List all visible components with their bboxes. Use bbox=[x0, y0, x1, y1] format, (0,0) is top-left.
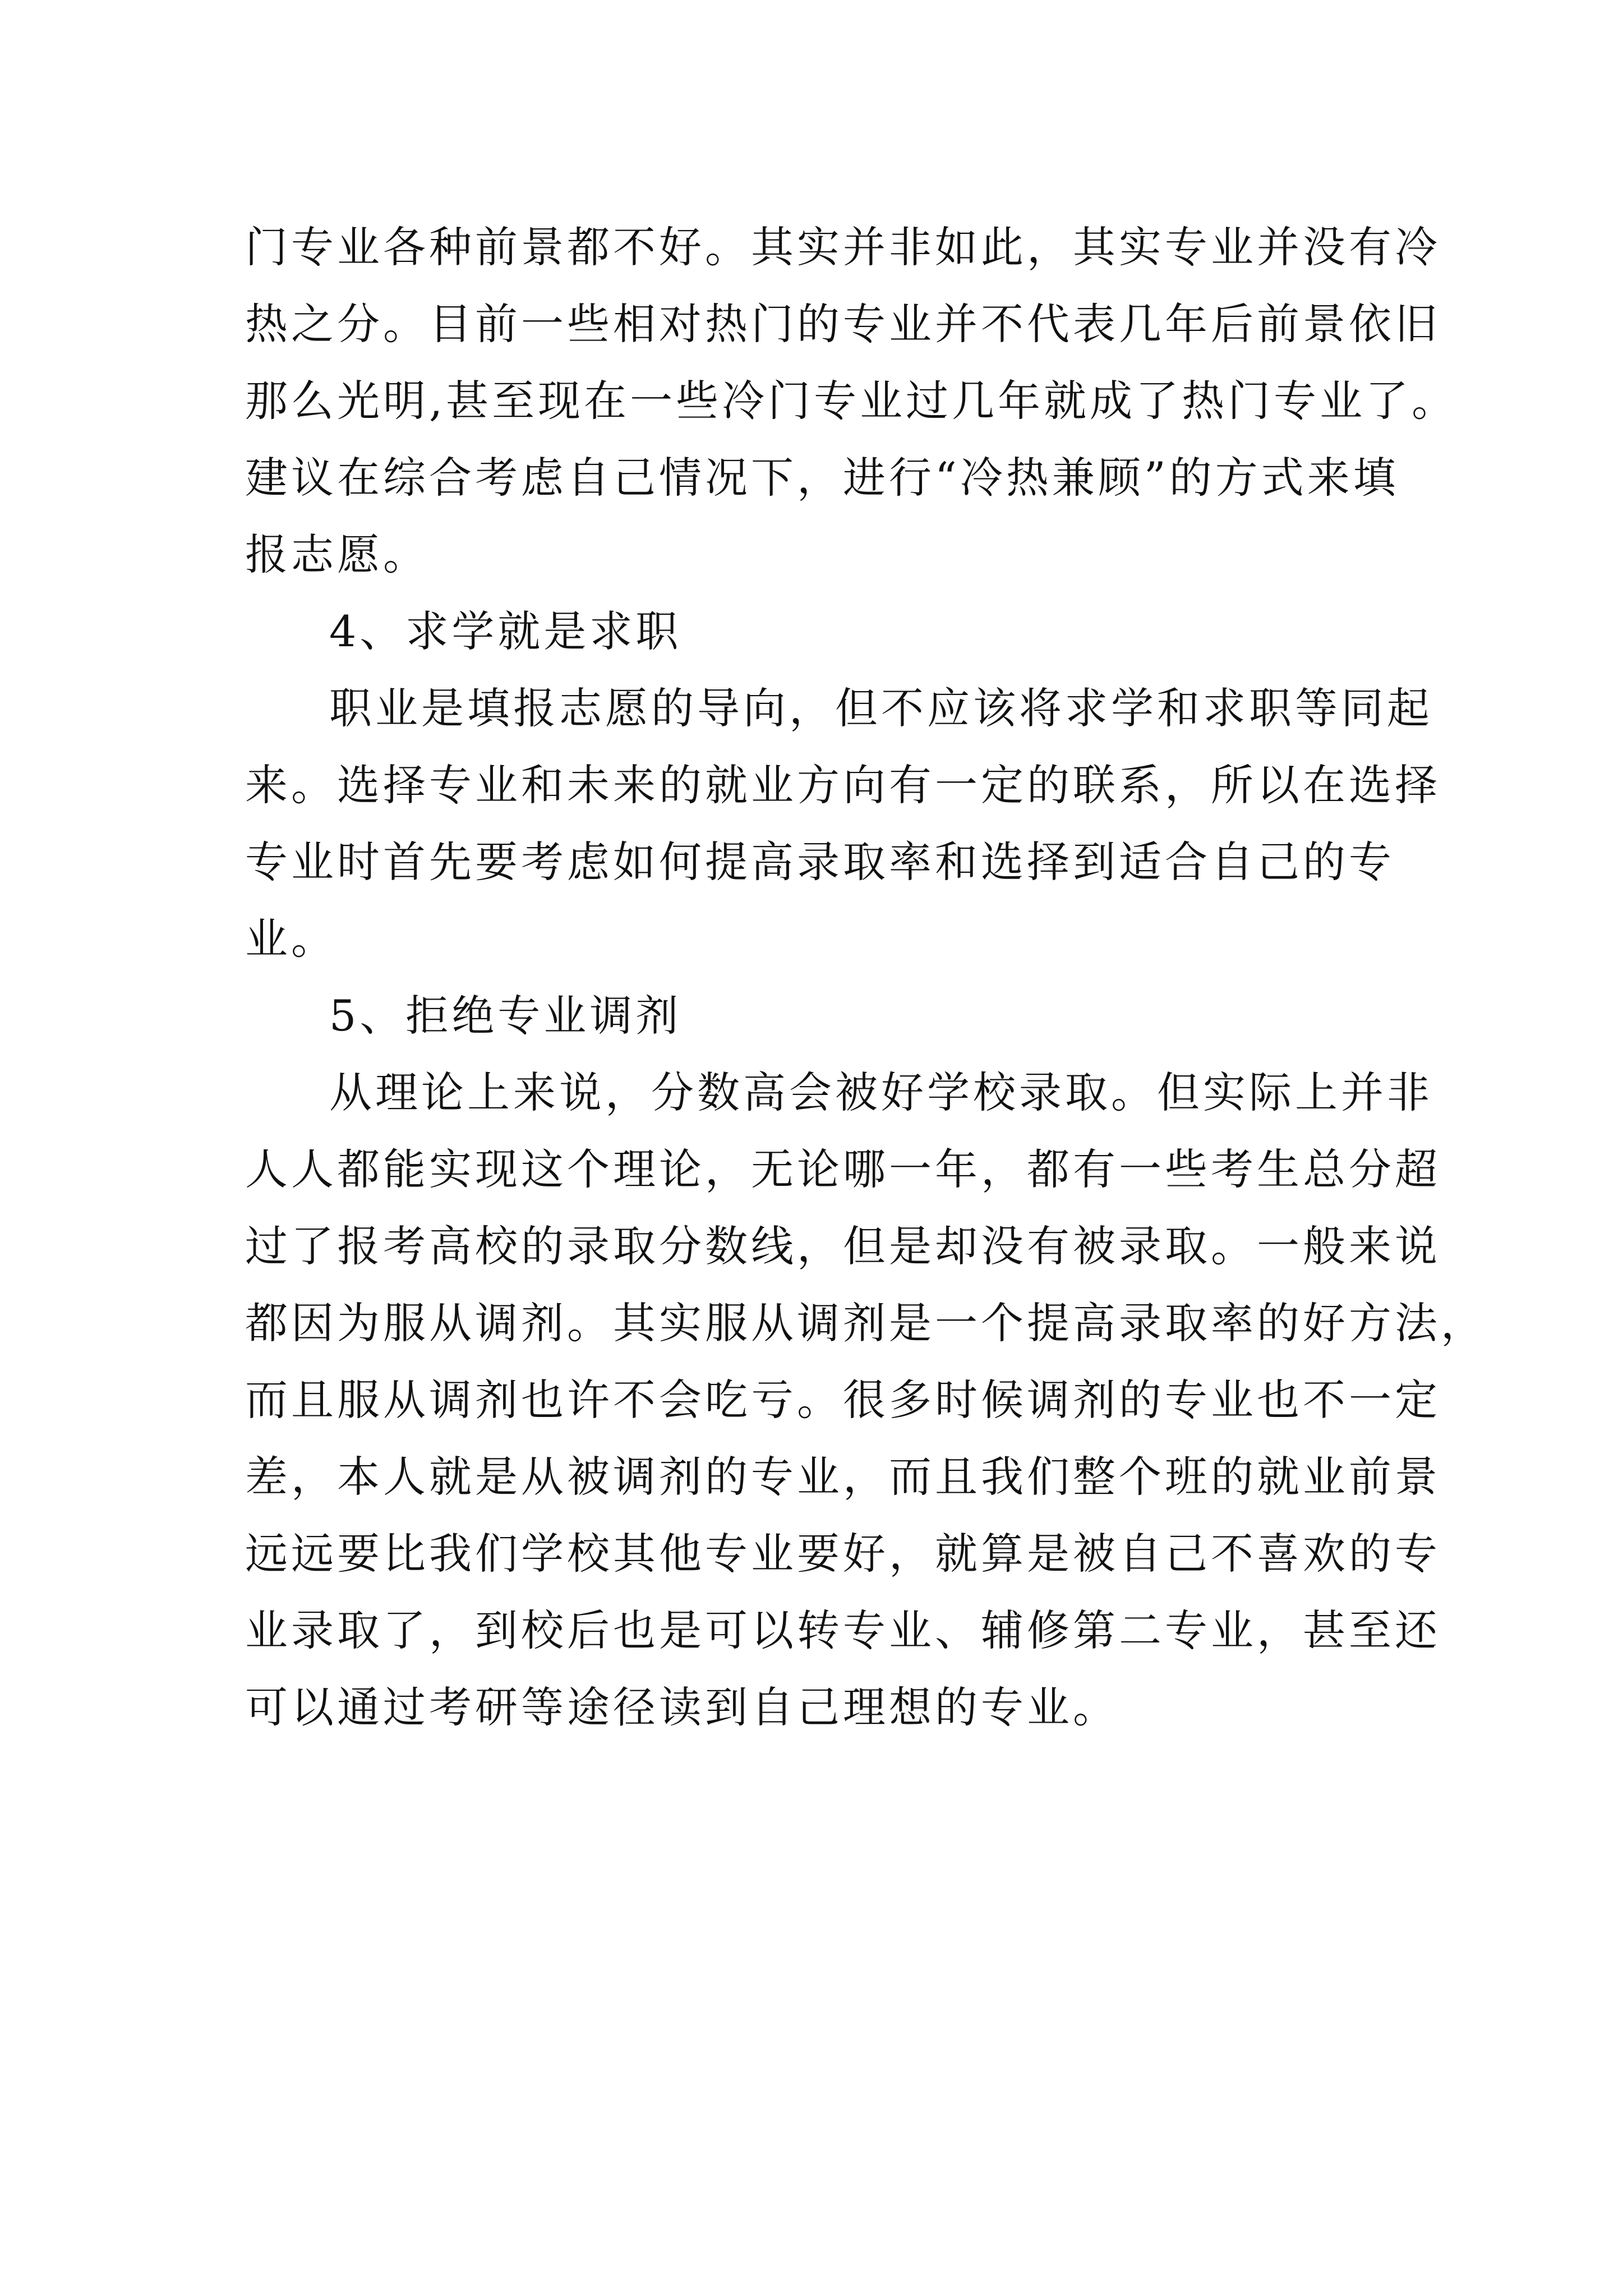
section-heading: 4、求学就是求职 bbox=[329, 606, 682, 656]
text-line: 过了报考高校的录取分数线，但是却没有被录取。一般来说 bbox=[245, 1221, 1441, 1271]
text-line: 那么光明,甚至现在一些冷门专业过几年就成了热门专业了。 bbox=[245, 376, 1458, 426]
text-line: 报志愿。 bbox=[245, 530, 429, 579]
text-line: 业录取了，到校后也是可以转专业、辅修第二专业，甚至还 bbox=[245, 1605, 1441, 1655]
paragraph-start-line: 职业是填报志愿的导向，但不应该将求学和求职等同起 bbox=[329, 683, 1433, 733]
text-line: 都因为服从调剂。其实服从调剂是一个提高录取率的好方法， bbox=[245, 1298, 1487, 1348]
text-line: 而且服从调剂也许不会吃亏。很多时候调剂的专业也不一定 bbox=[245, 1375, 1441, 1425]
text-line: 远远要比我们学校其他专业要好，就算是被自己不喜欢的专 bbox=[245, 1529, 1441, 1579]
text-line: 门专业各种前景都不好。其实并非如此，其实专业并没有冷 bbox=[245, 222, 1441, 272]
text-line: 来。选择专业和未来的就业方向有一定的联系，所以在选择 bbox=[245, 760, 1441, 810]
document-body bbox=[245, 209, 1487, 1746]
text-line: 可以通过考研等途径读到自己理想的专业。 bbox=[245, 1682, 1119, 1732]
text-line: 业。 bbox=[245, 914, 337, 964]
text-line: 建议在综合考虑自己情况下，进行“冷热兼顾”的方式来填 bbox=[245, 453, 1399, 503]
text-line: 热之分。目前一些相对热门的专业并不代表几年后前景依旧 bbox=[245, 299, 1441, 349]
text-line: 人人都能实现这个理论，无论哪一年，都有一些考生总分超 bbox=[245, 1144, 1441, 1194]
text-line: 差，本人就是从被调剂的专业，而且我们整个班的就业前景 bbox=[245, 1452, 1441, 1502]
text-line: 专业时首先要考虑如何提高录取率和选择到适合自己的专 bbox=[245, 837, 1395, 887]
paragraph-start-line: 从理论上来说，分数高会被好学校录取。但实际上并非 bbox=[329, 1068, 1433, 1117]
section-heading: 5、拒绝专业调剂 bbox=[329, 991, 682, 1041]
